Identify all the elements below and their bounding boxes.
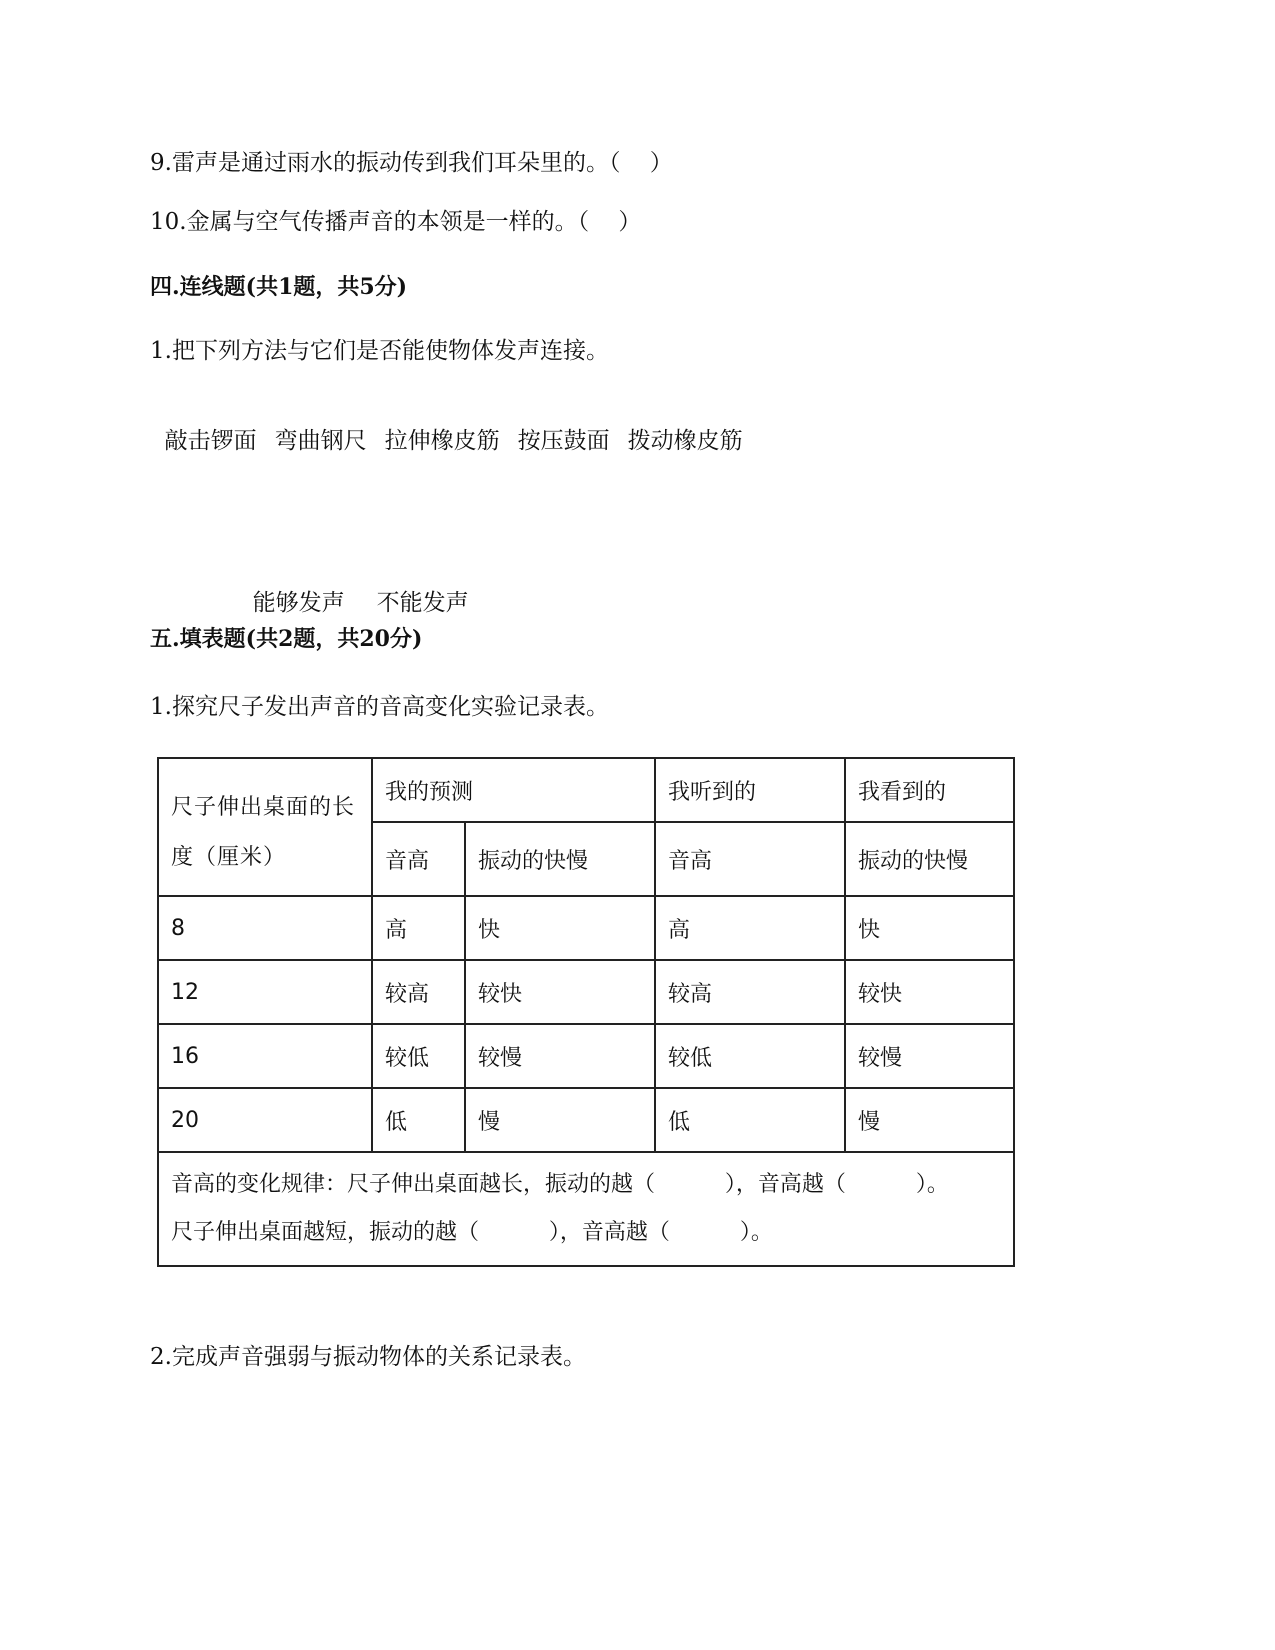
cell-pred-vibration: 较快 [465, 960, 655, 1024]
method-item: 拉伸橡皮筋 [384, 428, 500, 454]
length-header-cell: 尺子伸出桌面的长度（厘米） [158, 758, 372, 896]
section-4-question-1: 1.把下列方法与它们是否能使物体发声连接。 [150, 338, 609, 364]
outcome-item: 能够发声 [252, 590, 345, 616]
cell-seen-vibration: 较快 [845, 960, 1014, 1024]
cell-length: 12 [158, 960, 372, 1024]
cell-length: 16 [158, 1024, 372, 1088]
outcome-item: 不能发声 [376, 590, 469, 616]
subheader-pitch: 音高 [372, 822, 465, 896]
cell-pred-vibration: 慢 [465, 1088, 655, 1152]
table-row [158, 896, 1014, 960]
subheader-vibration: 振动的快慢 [845, 822, 1014, 896]
cell-pred-pitch: 较高 [372, 960, 465, 1024]
method-item: 弯曲钢尺 [274, 428, 367, 454]
subheader-pitch: 音高 [655, 822, 845, 896]
cell-heard-pitch: 低 [655, 1088, 845, 1152]
summary-line-2: 尺子伸出桌面越短，振动的越（ ），音高越（ ）。 [171, 1220, 773, 1245]
table-row [158, 1024, 1014, 1088]
cell-heard-pitch: 较高 [655, 960, 845, 1024]
methods-list [150, 396, 743, 456]
cell-length: 8 [158, 896, 372, 960]
cell-pred-vibration: 较慢 [465, 1024, 655, 1088]
method-item: 拨动橡皮筋 [627, 428, 743, 454]
summary-cell [158, 1152, 1014, 1266]
cell-length: 20 [158, 1088, 372, 1152]
cell-seen-vibration: 慢 [845, 1088, 1014, 1152]
question-10: 10.金属与空气传播声音的本领是一样的。（ ） [150, 209, 642, 235]
cell-pred-vibration: 快 [465, 896, 655, 960]
heard-header-cell: 我听到的 [655, 758, 845, 822]
cell-seen-vibration: 较慢 [845, 1024, 1014, 1088]
method-item: 敲击锣面 [164, 428, 257, 454]
cell-seen-vibration: 快 [845, 896, 1014, 960]
pitch-record-table-wrapper [157, 757, 1015, 1267]
table-row [158, 1088, 1014, 1152]
outcomes-list [238, 558, 469, 618]
cell-pred-pitch: 高 [372, 896, 465, 960]
question-9: 9.雷声是通过雨水的振动传到我们耳朵里的。（ ） [150, 150, 673, 176]
cell-heard-pitch: 高 [655, 896, 845, 960]
table-header-row [158, 758, 1014, 822]
section-4-heading: 四.连线题(共1题，共5分) [150, 274, 408, 300]
predict-header-cell: 我的预测 [372, 758, 655, 822]
table-row [158, 960, 1014, 1024]
cell-pred-pitch: 较低 [372, 1024, 465, 1088]
cell-heard-pitch: 较低 [655, 1024, 845, 1088]
cell-pred-pitch: 低 [372, 1088, 465, 1152]
seen-header-cell: 我看到的 [845, 758, 1014, 822]
pitch-record-table [157, 757, 1015, 1267]
table-summary-row [158, 1152, 1014, 1266]
section-5-heading: 五.填表题(共2题，共20分) [150, 626, 423, 652]
method-item: 按压鼓面 [517, 428, 610, 454]
summary-line-1: 音高的变化规律：尺子伸出桌面越长，振动的越（ ），音高越（ ）。 [171, 1172, 949, 1197]
subheader-vibration: 振动的快慢 [465, 822, 655, 896]
section-5-question-2: 2.完成声音强弱与振动物体的关系记录表。 [150, 1344, 586, 1370]
section-5-question-1: 1.探究尺子发出声音的音高变化实验记录表。 [150, 694, 609, 720]
